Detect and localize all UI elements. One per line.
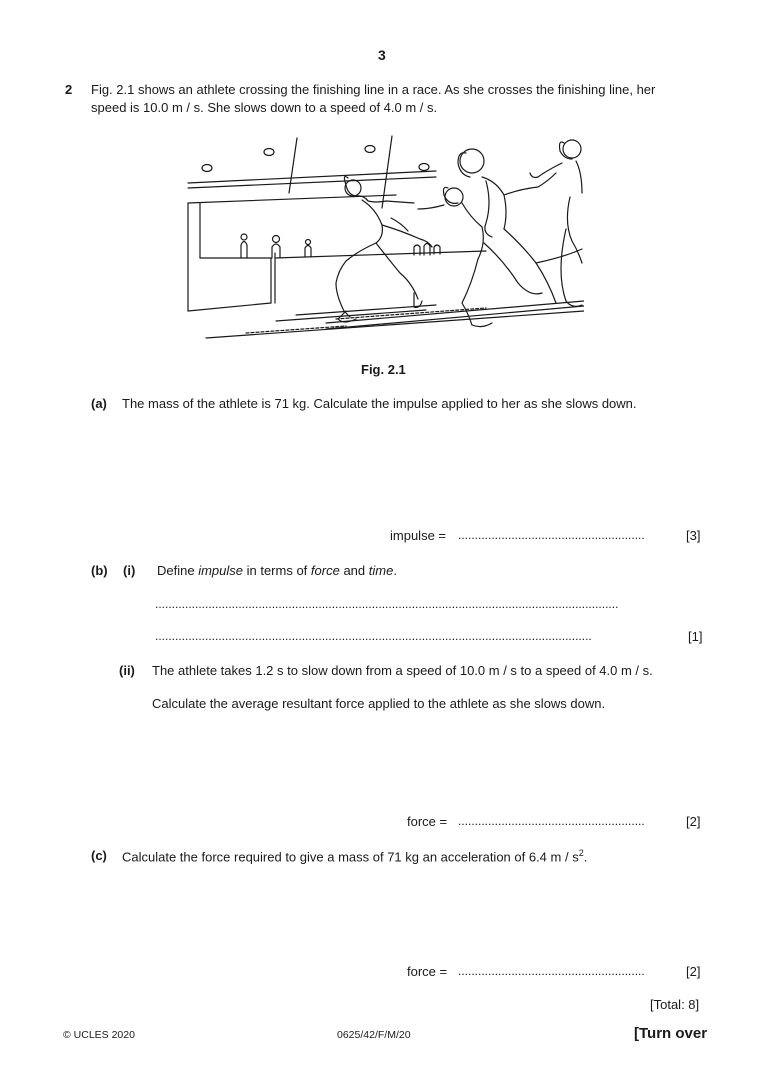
spectator [272, 244, 280, 258]
part-b-ii-answer-label: force = [407, 814, 448, 829]
part-b-label: (b) [91, 563, 108, 578]
part-c-text: Calculate the force required to give a mass of 71 kg an acceleration of 6.4 m / $s^2$. [122, 848, 588, 865]
part-b-i-text: Define impulse in terms of force and time. [157, 563, 397, 578]
part-b-ii-answer-line[interactable]: ........................................................ [458, 814, 645, 828]
part-a-answer-line[interactable]: ........................................................ [458, 528, 645, 542]
page-number: 3 [378, 47, 386, 63]
part-a-answer-label: impulse = [390, 528, 446, 543]
spectator [305, 246, 311, 258]
question-number: 2 [65, 82, 73, 97]
part-c-marks: [2] [686, 964, 701, 979]
stadium-light [365, 146, 375, 153]
fourth-runner [560, 142, 573, 159]
part-b-i-label: (i) [123, 563, 136, 578]
part-c-answer-line[interactable]: ........................................................ [458, 964, 645, 978]
part-b-ii-text: The athlete takes 1.2 s to slow down from a speed of 10.0 m / s to a speed of 4.0 m / s. [152, 663, 653, 678]
figure-athletes-illustration [186, 133, 584, 343]
stadium-light [264, 149, 274, 156]
part-c-label: (c) [91, 848, 107, 863]
figure-caption: Fig. 2.1 [361, 362, 406, 377]
stadium-light [419, 164, 429, 171]
spectator [241, 242, 247, 259]
footer-turn-over: [Turn over [634, 1025, 708, 1042]
part-a-label: (a) [91, 396, 107, 411]
stadium-light [202, 165, 212, 172]
question-total: [Total: 8] [650, 997, 700, 1012]
part-b-ii-label: (ii) [119, 663, 135, 678]
part-c-answer-label: force = [407, 964, 448, 979]
part-b-i-answer-line-1[interactable]: ........................................................................................................................................... [155, 597, 619, 611]
part-b-i-marks: [1] [688, 629, 703, 644]
question-intro-line1: Fig. 2.1 shows an athlete crossing the finishing line in a race. As she crosses the finishing line, her [91, 82, 656, 97]
part-b-i-answer-line-2[interactable]: ................................................................................................................................... [155, 629, 592, 643]
footer-paper-code: 0625/42/F/M/20 [337, 1029, 411, 1041]
part-b-ii-text2: Calculate the average resultant force applied to the athlete as she slows down. [152, 696, 606, 711]
part-a-marks: [3] [686, 528, 701, 543]
part-a-text: The mass of the athlete is 71 kg. Calculate the impulse applied to her as she slows down. [122, 396, 637, 411]
third-runner [458, 153, 470, 177]
footer-copyright: © UCLES 2020 [63, 1029, 135, 1041]
question-intro-line2: speed is 10.0 m / s. She slows down to a speed of 4.0 m / s. [91, 100, 438, 115]
part-b-ii-marks: [2] [686, 814, 701, 829]
